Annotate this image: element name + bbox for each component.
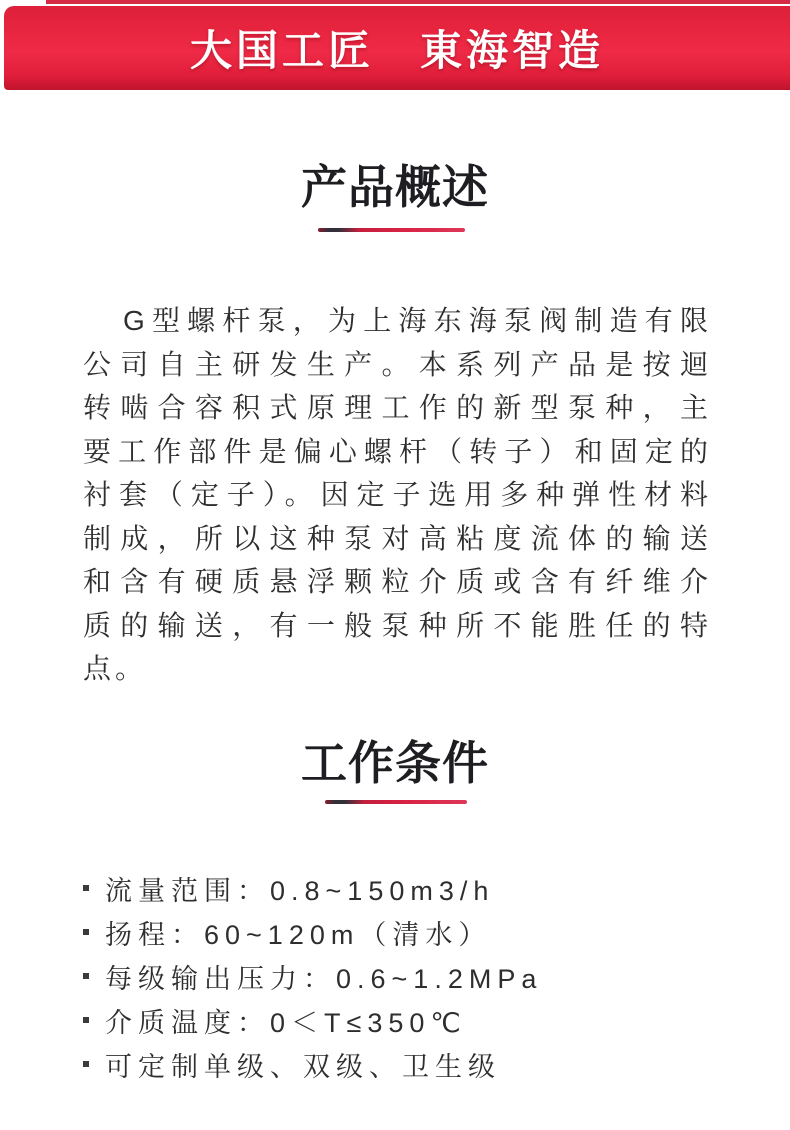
list-item [83, 866, 743, 910]
list-item [83, 954, 743, 998]
overview-paragraph [83, 299, 712, 691]
overview-heading-underline [318, 228, 465, 232]
paragraph-line: 制成，所以这种泵对高粘度流体的输送 [83, 522, 712, 554]
bullet-dot-icon [83, 1061, 89, 1067]
paragraph-line: G型螺杆泵，为上海东海泵阀制造有限 [123, 305, 712, 336]
conditions-list [83, 866, 743, 1086]
paragraph-line: 质的输送，有一般泵种所不能胜任的特 [83, 609, 712, 641]
list-item [83, 998, 743, 1042]
paragraph-line: 公司自主研发生产。本系列产品是按迴 [83, 348, 712, 380]
paragraph-line: 衬套（定子）。因定子选用多种弹性材料 [83, 479, 712, 510]
top-ribbon-strip [46, 0, 790, 4]
paragraph-line: 转啮合容积式原理工作的新型泵种，主 [83, 392, 712, 423]
condition-customization: 可定制单级、双级、卫生级 [105, 1051, 501, 1082]
banner-title: 大国工匠 東海智造 [189, 27, 604, 74]
bullet-dot-icon [83, 929, 89, 935]
condition-stage-pressure: 每级输出压力：0.6~1.2MPa [105, 963, 543, 994]
paragraph-line: 要工作部件是偏心螺杆（转子）和固定的 [83, 435, 712, 467]
bullet-dot-icon [83, 973, 89, 979]
condition-head: 扬程：60~120m（清水） [105, 919, 492, 950]
conditions-heading: 工作条件 [301, 737, 489, 789]
bullet-dot-icon [83, 1017, 89, 1023]
condition-flow-range: 流量范围：0.8~150m3/h [105, 875, 495, 906]
condition-medium-temperature: 介质温度：0＜T≤350℃ [105, 1007, 467, 1038]
list-item [83, 1042, 743, 1086]
brand-banner [4, 6, 790, 90]
overview-heading: 产品概述 [301, 161, 489, 213]
bullet-dot-icon [83, 885, 89, 891]
conditions-heading-underline [325, 800, 467, 804]
paragraph-line: 点。 [83, 653, 148, 684]
list-item [83, 910, 743, 954]
paragraph-line: 和含有硬质悬浮颗粒介质或含有纤维介 [83, 566, 712, 597]
